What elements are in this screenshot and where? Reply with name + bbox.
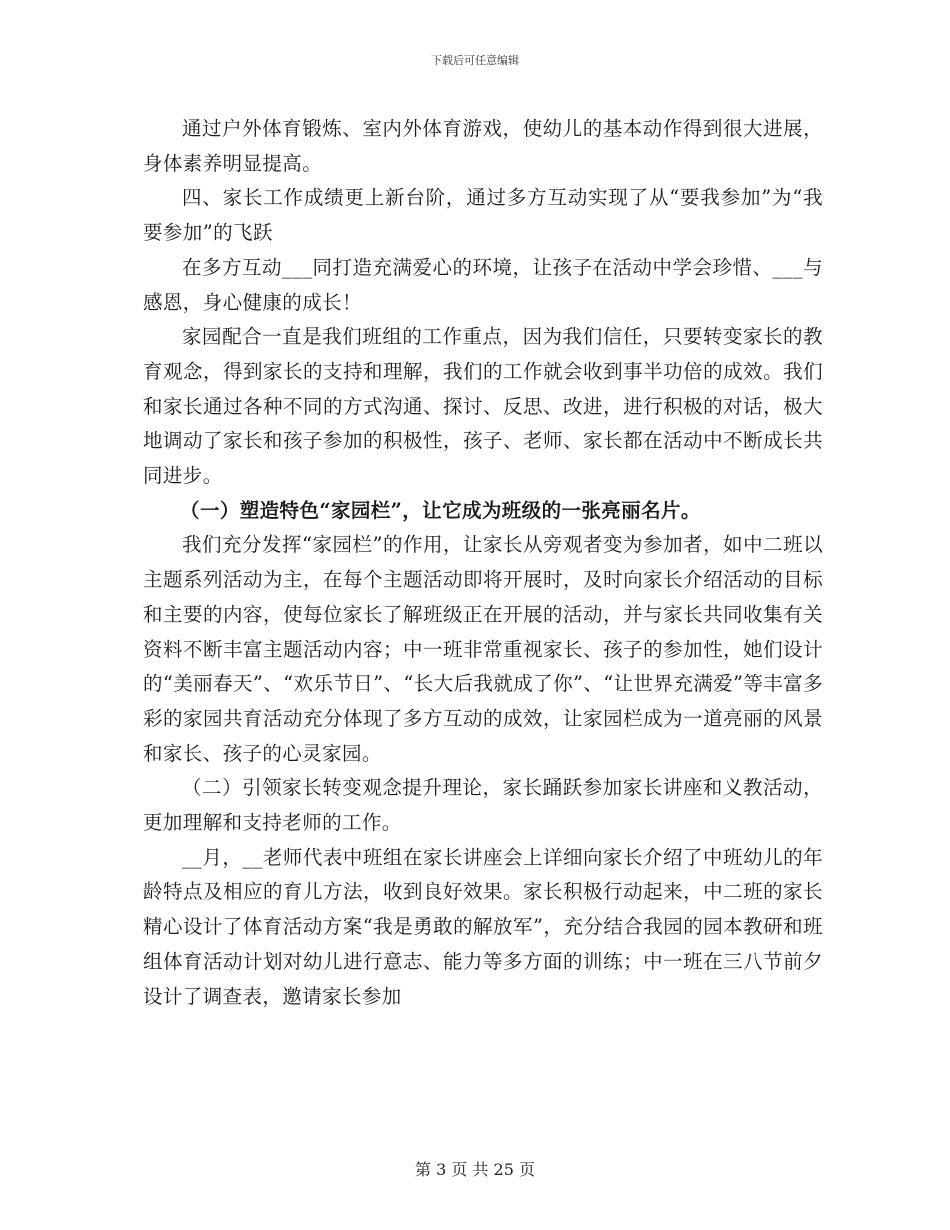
- paragraph-parent-lectures: __月，__老师代表中班组在家长讲座会上详细向家长介绍了中班幼儿的年龄特点及相应的育儿方法，收到良好效果。家长积极行动起来，中二班的家长精心设计了体育活动方案“我是勇敢的解放军”，充分结合我园的园本教研和班组体育活动计划对幼儿进行意志、能力等多方面的训练；中一班在三八节前夕设计了调查表，邀请家长参加: [143, 845, 823, 1008]
- section-heading-parent-work: 四、家长工作成绩更上新台阶，通过多方互动实现了从“要我参加”为“我要参加”的飞跃: [143, 186, 823, 245]
- subheading-home-board: （一）塑造特色“家园栏”，让它成为班级的一张亮丽名片。: [180, 498, 701, 522]
- document-body: [143, 112, 823, 1014]
- page-number: 第 3 页 共 25 页: [415, 1160, 535, 1179]
- page-header-note: 下载后可任意编辑: [431, 54, 519, 67]
- paragraph-home-board: 我们充分发挥“家园栏”的作用，让家长从旁观者变为参加者，如中二班以主题系列活动为主，在每个主题活动即将开展时，及时向家长介绍活动的目标和主要的内容，使每位家长了解班级正在开展的活动，并与家长共同收集有关资料不断丰富主题活动内容；中一班非常重视家长、孩子的参加性，她们设计的“美丽春天”、“欢乐节日”、“长大后我就成了你”、“让世界充满爱”等丰富多彩的家园共育活动充分体现了多方互动的成效，让家园栏成为一道亮丽的风景和家长、孩子的心灵家园。: [143, 533, 823, 765]
- paragraph-interaction: 在多方互动___同打造充满爱心的环境，让孩子在活动中学会珍惜、___与感恩，身心健康的成长！: [143, 255, 823, 314]
- subheading-parent-lectures: （二）引领家长转变观念提升理论，家长踊跃参加家长讲座和义教活动，更加理解和支持老师的工作。: [143, 776, 823, 835]
- paragraph-home-cooperation: 家园配合一直是我们班组的工作重点，因为我们信任，只要转变家长的教育观念，得到家长的支持和理解，我们的工作就会收到事半功倍的成效。我们和家长通过各种不同的方式沟通、探讨、反思、改进，进行积极的对话，极大地调动了家长和孩子参加的积极性，孩子、老师、家长都在活动中不断成长共同进步。: [143, 325, 823, 488]
- paragraph-fitness: 通过户外体育锻炼、室内外体育游戏，使幼儿的基本动作得到很大进展，身体素养明显提高。: [143, 117, 823, 175]
